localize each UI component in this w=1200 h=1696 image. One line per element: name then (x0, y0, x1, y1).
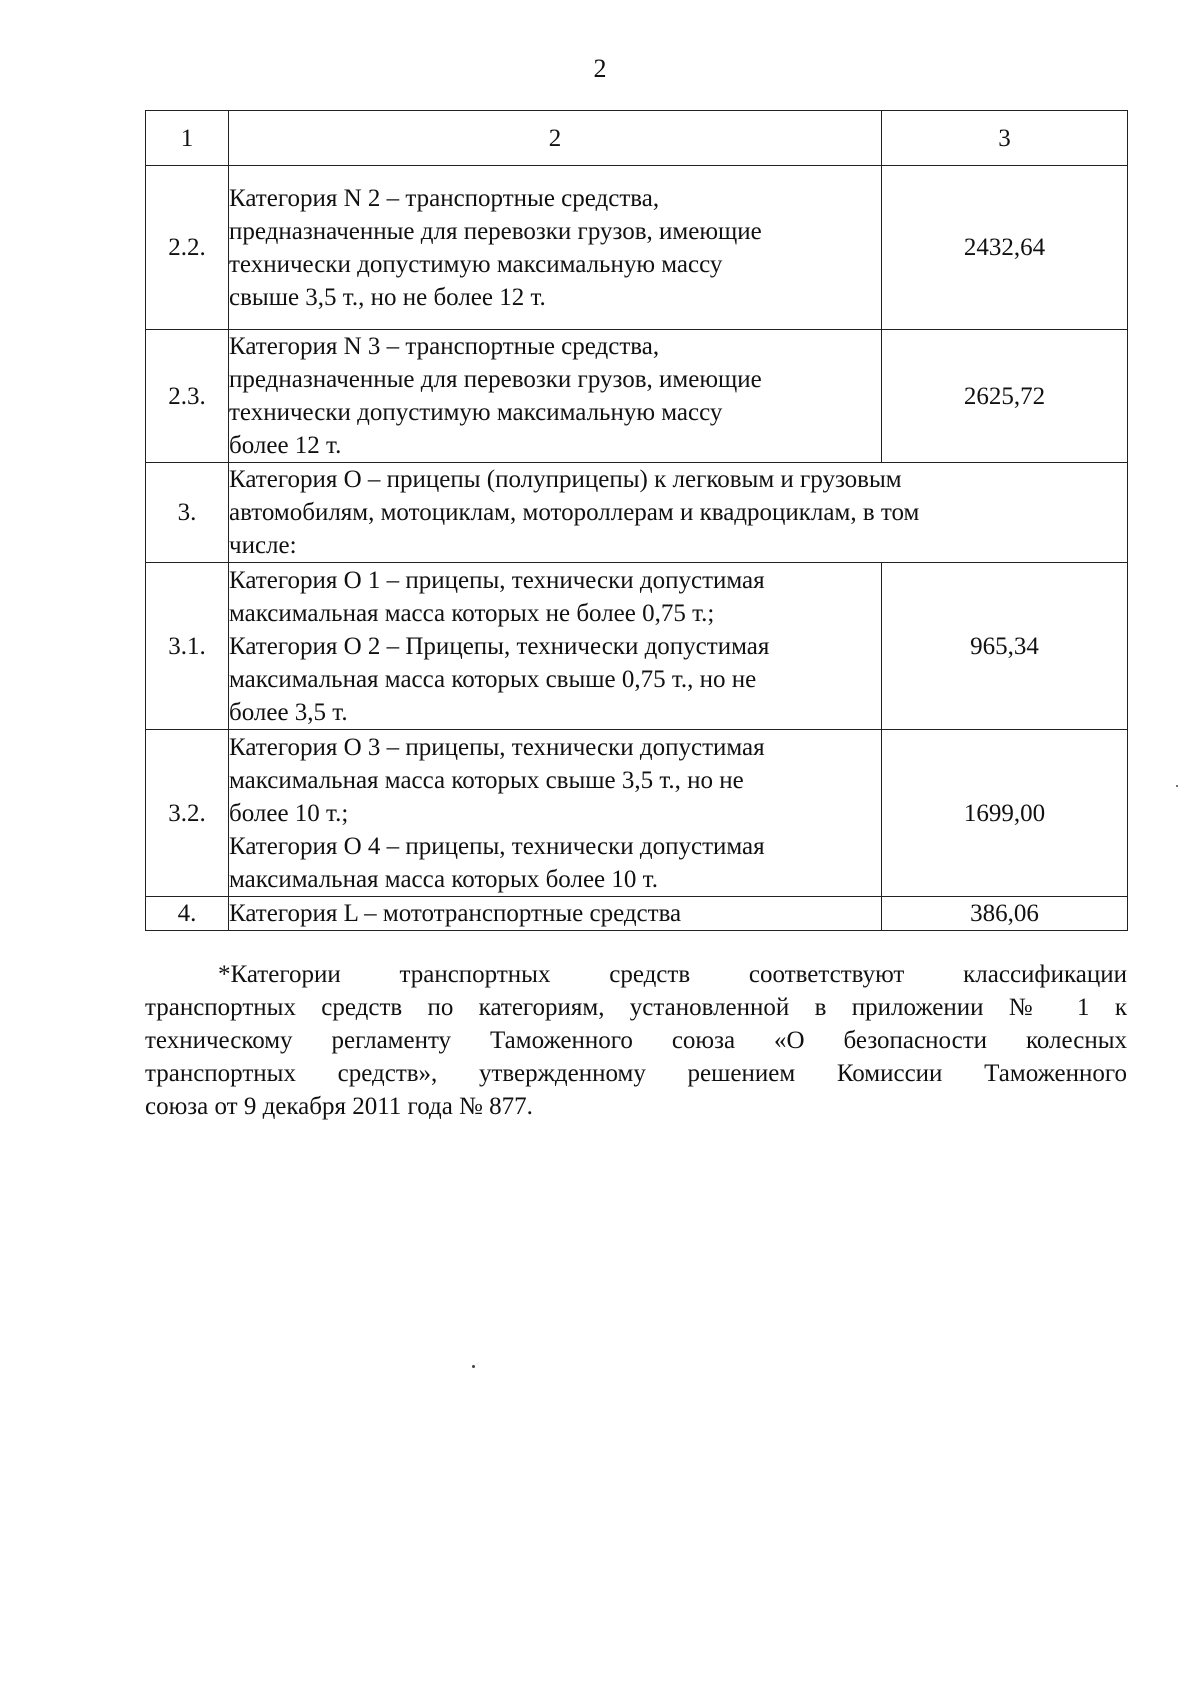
description-line: максимальная масса которых более 10 т. (229, 865, 658, 893)
row-number: 3. (146, 463, 229, 563)
row-number: 3.2. (146, 730, 229, 897)
description-line: предназначенные для перевозки грузов, имеющие (229, 366, 762, 393)
footnote-line: техническому регламенту Таможенного союза «О безопасности колесных (145, 1027, 1127, 1054)
table-header-row (146, 111, 1128, 166)
table-row (146, 730, 1128, 897)
description-line: Категория L – мототранспортные средства (229, 900, 682, 927)
description-line: технически допустимую максимальную массу (229, 399, 723, 426)
row-description (229, 730, 882, 897)
description-line: числе: (229, 532, 297, 559)
description-line: технически допустимую максимальную массу (229, 250, 723, 278)
description-line: Категория О 1 – прицепы, технически допустимая (229, 566, 765, 594)
page-number: 2 (593, 54, 607, 83)
row-description (229, 166, 882, 330)
table-row (146, 897, 1128, 931)
description-line: более 12 т. (229, 432, 342, 459)
header-cell-3: 3 (882, 111, 1128, 166)
description-line: более 3,5 т. (229, 698, 348, 726)
table-row (146, 166, 1128, 330)
row-description (229, 563, 882, 730)
footnote-line: транспортных средств по категориям, установленной в приложении № 1 к (145, 994, 1127, 1021)
row-description (229, 463, 1128, 563)
row-value: 965,34 (882, 563, 1128, 730)
row-number: 4. (146, 897, 229, 931)
row-value: 2432,64 (882, 166, 1128, 330)
footnote-line: союза от 9 декабря 2011 года № 877. (145, 1093, 533, 1120)
description-line: предназначенные для перевозки грузов, имеющие (229, 217, 762, 245)
header-cell-1: 1 (146, 111, 229, 166)
description-line: максимальная масса которых свыше 0,75 т., но не (229, 665, 757, 693)
row-value: 386,06 (882, 897, 1128, 931)
description-line: максимальная масса которых не более 0,75 т.; (229, 599, 715, 627)
footnote-line: *Категории транспортных средств соответствуют классификации (218, 961, 1127, 988)
row-number: 2.2. (146, 166, 229, 330)
description-line: Категория О 2 – Прицепы, технически допустимая (229, 632, 770, 660)
description-line: свыше 3,5 т., но не более 12 т. (229, 283, 546, 311)
header-cell-2: 2 (229, 111, 882, 166)
table-row (146, 463, 1128, 563)
description-line: Категория N 3 – транспортные средства, (229, 333, 660, 360)
table-row (146, 563, 1128, 730)
row-description (229, 897, 882, 931)
row-value: 1699,00 (882, 730, 1128, 897)
row-description (229, 330, 882, 463)
description-line: Категория О 4 – прицепы, технически допустимая (229, 832, 765, 860)
description-line: максимальная масса которых свыше 3,5 т., но не (229, 766, 744, 794)
footnote (145, 958, 1127, 1123)
row-value: 2625,72 (882, 330, 1128, 463)
description-line: Категория О 3 – прицепы, технически допустимая (229, 733, 765, 761)
description-line: более 10 т.; (229, 799, 349, 827)
scan-speck (472, 1365, 475, 1368)
scan-speck (1176, 785, 1178, 787)
table-row (146, 330, 1128, 463)
description-line: автомобилям, мотоциклам, мотороллерам и квадроциклам, в том (229, 499, 920, 526)
row-number: 3.1. (146, 563, 229, 730)
category-table (145, 110, 1128, 931)
description-line: Категория О – прицепы (полуприцепы) к легковым и грузовым (229, 466, 902, 493)
footnote-line: транспортных средств», утвержденному решением Комиссии Таможенного (145, 1060, 1127, 1087)
description-line: Категория N 2 – транспортные средства, (229, 184, 660, 212)
row-number: 2.3. (146, 330, 229, 463)
